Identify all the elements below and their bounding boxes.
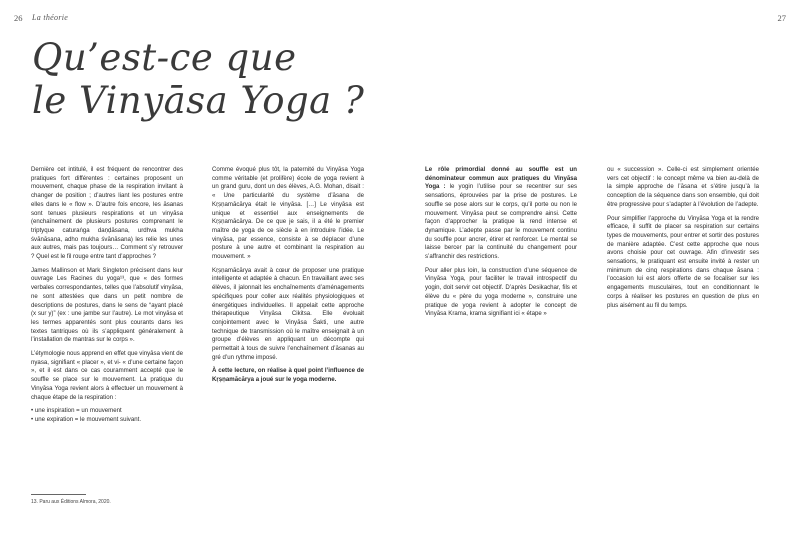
paragraph-bold: À cette lecture, on réalise à quel point l’influence de Kṛṣṇamācārya a joué sur le yoga moderne. [212, 367, 364, 384]
title-line-1: Qu’est-ce que [32, 36, 297, 79]
paragraph: Pour simplifier l’approche du Vinyāsa Yoga et la rendre efficace, il suffit de placer sa respiration sur certains types de mouvements, pour entrer et sortir des postures de manière adaptée. C’est cette approche que nous avons choisie pour cet ouvrage. Afin d’investir ses sensations, le pratiquant est ensuite invité à rester un minimum de cinq respirations dans chaque āsana : l’occasion lui est alors offerte de se focaliser sur les engagements musculaires, tout en conditionnant le corps à réaliser les postures en question de plus en plus aisément au fil du temps. [607, 214, 759, 309]
running-header: La théorie [32, 13, 69, 22]
title-line-2: le Vinyāsa Yoga ? [32, 79, 365, 122]
lead-bold: Le rôle primordial donné au souffle est un dénominateur commun aux pratiques du Vinyāsa Yoga : [425, 166, 577, 191]
paragraph: ou « succession ». Celle-ci est simplement orientée vers cet objectif : le concept même va bien au-delà de la simple approche de l’āsana et s’étire jusqu’à la conception de la séquence dans son ensemble, qui doit être progressive pour s’adapter à l’évolution de l’adepte. [607, 166, 759, 208]
column-2 [212, 166, 364, 390]
paragraph: Comme évoqué plus tôt, la paternité du Vinyāsa Yoga comme véritable (et prolifère) école de yoga revient à un grand guru, dont un des élèves, A.G. Mohan, disait : « Une particularité du système d’āsana de Kṛṣṇamācārya était le vinyāsa. […] Le vinyāsa est unique et essentiel aux enseignements de Kṛṣṇamācārya. De ce que je sais, il a été le premier maître de yoga de ce siècle à en introduire l’idée. Le vinyāsa, par essence, consiste à se déplacer d’une posture à une autre et combinant la respiration au mouvement. » [212, 166, 364, 261]
paragraph: Kṛṣṇamācārya avait à cœur de proposer une pratique intelligente et adaptée à chacun. En travaillant avec ses élèves, il jalonnait les enchaînements d’aménagements spécifiques pour coller aux réalités physiologiques et énergétiques individuelles. Il appelait cette approche thérapeutique Vinyāsa Cikitsa. Elle évoluait conjointement avec le Vinyāsa Śakti, une autre technique de transmission où le maître enseignait à un groupe d’élèves en appliquant un décompte qui permettait à tous de suivre l’enchaînement d’āsanas au gré d’un rythme imposé. [212, 266, 364, 361]
list-item: • une expiration = le mouvement suivant. [31, 416, 183, 425]
list-item: • une inspiration = un mouvement [31, 407, 183, 416]
footnote: 13. Paru aux Éditions Almora, 2020. [31, 499, 111, 505]
column-4 [607, 166, 759, 315]
paragraph: L’étymologie nous apprend en effet que vinyāsa vient de nyasa, signifiant « placer », et vi- « d’une certaine façon », et il est dans ce cas couramment accepté que le souffle se place sur le mouvement. La pratique du Vinyāsa Yoga revient alors à effectuer un mouvement à chaque étape de la respiration : [31, 350, 184, 401]
breathing-list [31, 407, 183, 424]
page-number-left: 26 [14, 13, 23, 23]
paragraph: Pour aller plus loin, la construction d’une séquence de Vinyāsa Yoga, pour faciliter le travail introspectif du yogin, doit servir cet objectif. D’après Desikachar, fils et élève du « père du yoga moderne », construire une pratique de yoga revient à adopter le concept de Vinyāsa Krama, krama signifiant ici « étape » [425, 266, 577, 318]
footnote-divider [31, 494, 86, 495]
page-title [32, 36, 364, 122]
page-number-right: 27 [777, 13, 786, 23]
column-1 [31, 166, 183, 425]
paragraph: James Mallinson et Mark Singleton précisent dans leur ouvrage Les Racines du yoga¹³, que « des formes verbales correspondantes, telles que l’absolutif vinyāsa, ne sont attestées que dans un petit nombre de descriptions de postures, dans le sens de “ayant placé (x sur y)” (ex : une jambe sur l’autre). Le mot vinyāsa et les termes apparentés sont plus courants dans les textes tantriques où ils s’appliquent généralement à l’installation de mantras sur le corps ». [31, 266, 183, 344]
paragraph: Le rôle primordial donné au souffle est un dénominateur commun aux pratiques du Vinyāsa Yoga : le yogin l’utilise pour se recentrer sur ses sensations, éprouvées par la prise de postures. Le souffle se pose alors sur le corps, qu’il porte ou non le mouvement. Vinyāsa peut se comprendre ainsi. Cette façon d’approcher la pratique la rend intense et dynamique. L’adepte passe par le mouvement continu du souffle pour ancrer, étirer et renforcer. Le mental se laisse bercer par la continuité du changement pour s’affranchir des restrictions. [425, 166, 578, 261]
paragraph: Dernière cet intitulé, il est fréquent de rencontrer des pratiques fort différentes : certaines proposent un mouvement, chaque phase de la respiration invitant à changer de position ; d’autres liant les postures entre elles dans le « flow ». D’autre fois encore, les āsanas sont tenues plusieurs respirations et un vinyāsa (enchaînement de plusieurs postures comprenant le triptyque caturaṅga daṇḍāsana, urdhva mukha śvānāsana, adho mukha śvānāsana) les relie les unes aux autres, mais pas toujours… Comment s’y retrouver ? Quel est le fil rouge entre tant d’approches ? [31, 166, 183, 261]
column-3 [425, 166, 577, 324]
